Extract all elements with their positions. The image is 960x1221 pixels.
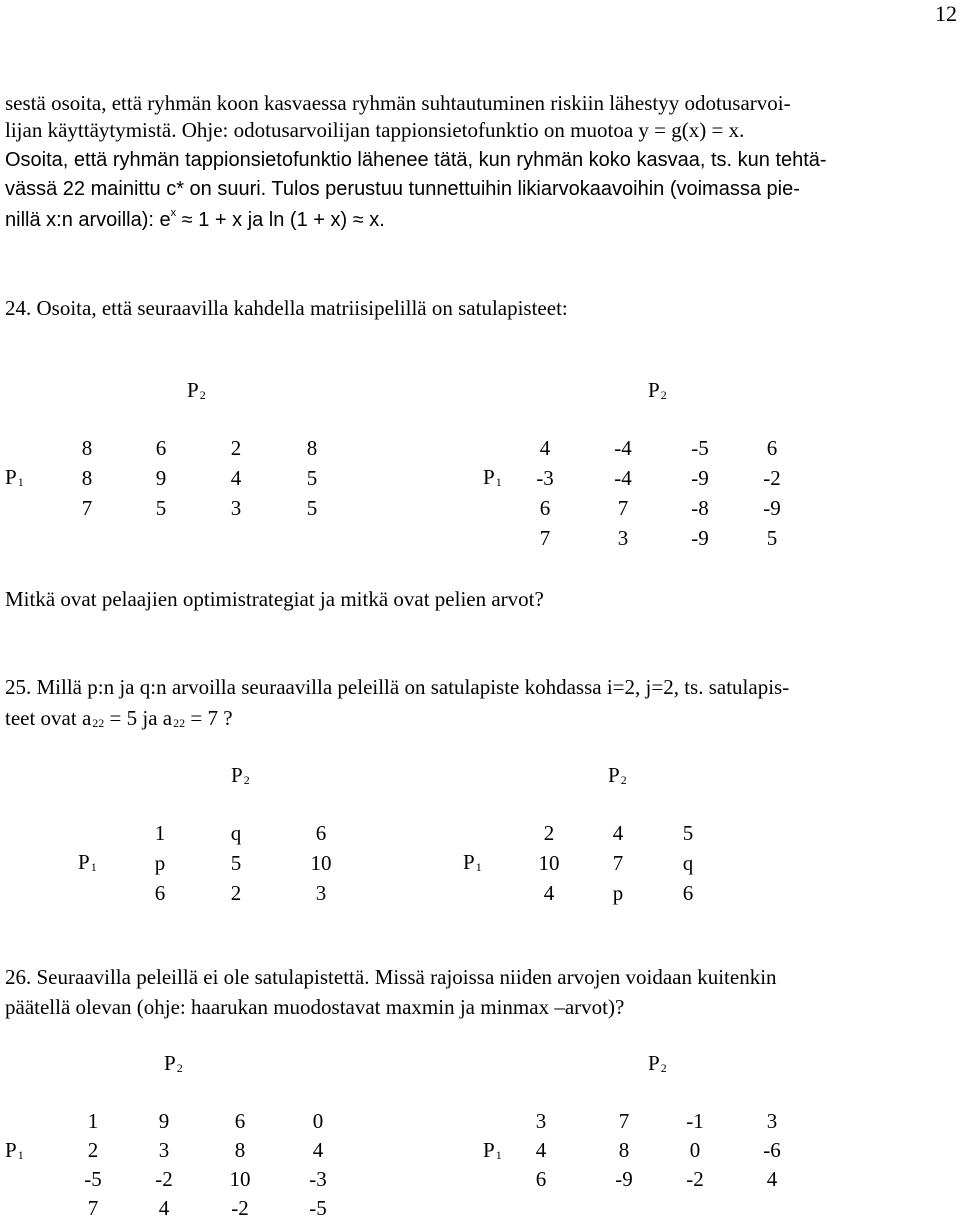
matrix-cell: 6 [234, 1109, 246, 1133]
matrix-cell: 2 [87, 1138, 99, 1162]
matrix-cell: q [682, 851, 694, 875]
matrix-cell: -3 [309, 1167, 327, 1191]
matrix-cell: 10 [538, 851, 560, 875]
matrix-cell: -6 [763, 1138, 781, 1162]
matrix-cell: -5 [309, 1196, 327, 1220]
matrix-cell: 2 [230, 881, 242, 905]
matrix-cell: 2 [543, 821, 555, 845]
matrix-cell: 6 [539, 496, 551, 520]
matrix-cell: 8 [618, 1138, 630, 1162]
matrix-cell: p [612, 881, 624, 905]
matrix-cell: 4 [612, 821, 624, 845]
matrix-cell: 8 [306, 436, 318, 460]
matrix-cell: 7 [612, 851, 624, 875]
matrix-cell: 5 [155, 496, 167, 520]
ex26-row-player-b: P1 [483, 1138, 502, 1162]
matrix-cell: 5 [766, 526, 778, 550]
matrix-cell: 10 [229, 1167, 251, 1191]
matrix-cell: 7 [618, 1109, 630, 1133]
matrix-cell: 4 [535, 1138, 547, 1162]
matrix-cell: 3 [158, 1138, 170, 1162]
matrix-cell: 4 [230, 466, 242, 490]
matrix-cell: 8 [234, 1138, 246, 1162]
ex25-row-player-a: P1 [78, 850, 97, 874]
matrix-cell: 3 [315, 881, 327, 905]
matrix-cell: 10 [310, 851, 332, 875]
exercise-24-question: Mitkä ovat pelaajien optimistrategiat ja mitkä ovat pelien arvot? [5, 587, 544, 611]
matrix-cell: q [230, 821, 242, 845]
exercise-25-line-1: 25. Millä p:n ja q:n arvoilla seuraavilla peleillä on satulapiste kohdassa i=2, j=2, ts. satulapis- [5, 675, 790, 699]
matrix-cell: 6 [154, 881, 166, 905]
matrix-cell: -5 [691, 436, 709, 460]
ex26-col-player-b: P2 [648, 1051, 667, 1075]
matrix-cell: 6 [766, 436, 778, 460]
intro-line-5-start: nillä x:n arvoilla): e [5, 209, 171, 231]
matrix-cell: 9 [155, 466, 167, 490]
exercise-26-line-2: päätellä olevan (ohje: haarukan muodostavat maxmin ja minmax –arvot)? [5, 995, 625, 1019]
matrix-cell: 4 [766, 1167, 778, 1191]
matrix-cell: 5 [682, 821, 694, 845]
ex25-col-player-a: P2 [231, 763, 250, 787]
matrix-cell: 4 [312, 1138, 324, 1162]
matrix-cell: -8 [691, 496, 709, 520]
matrix-cell: 1 [154, 821, 166, 845]
matrix-cell: 4 [539, 436, 551, 460]
exercise-24-text: 24. Osoita, että seuraavilla kahdella matriisipelillä on satulapisteet: [5, 296, 568, 320]
ex24-col-player-b: P2 [648, 378, 667, 402]
matrix-cell: 8 [81, 466, 93, 490]
intro-line-4: vässä 22 mainittu c* on suuri. Tulos perustuu tunnettuihin likiarvokaavoihin (voimassa pie- [5, 178, 800, 200]
matrix-cell: -2 [155, 1167, 173, 1191]
exponent-x: x [170, 207, 177, 219]
matrix-cell: -9 [763, 496, 781, 520]
intro-line-2: lijan käyttäytymistä. Ohje: odotusarvoilijan tappionsietofunktio on muotoa y = g(x) = x. [5, 118, 745, 142]
matrix-cell: 3 [535, 1109, 547, 1133]
exercise-25-line-2: teet ovat a22 = 5 ja a22 = 7 ? [5, 706, 233, 730]
matrix-cell: 6 [682, 881, 694, 905]
intro-line-3: Osoita, että ryhmän tappionsietofunktio lähenee tätä, kun ryhmän koko kasvaa, ts. kun tehtä- [5, 149, 827, 171]
matrix-cell: 3 [230, 496, 242, 520]
intro-line-1: sestä osoita, että ryhmän koon kasvaessa ryhmän suhtautuminen riskiin lähestyy odotusarvoi- [5, 91, 791, 115]
page-number: 12 [935, 1, 957, 26]
matrix-cell: 5 [306, 496, 318, 520]
matrix-cell: 8 [81, 436, 93, 460]
matrix-cell: 7 [81, 496, 93, 520]
matrix-cell: -9 [691, 466, 709, 490]
matrix-cell: 4 [158, 1196, 170, 1220]
ex26-col-player-a: P2 [164, 1051, 183, 1075]
matrix-cell: 9 [158, 1109, 170, 1133]
matrix-cell: p [154, 851, 166, 875]
matrix-cell: 3 [766, 1109, 778, 1133]
matrix-cell: 6 [315, 821, 327, 845]
matrix-cell: 3 [617, 526, 629, 550]
matrix-cell: 7 [539, 526, 551, 550]
matrix-cell: 2 [230, 436, 242, 460]
ex26-row-player-a: P1 [5, 1138, 24, 1162]
matrix-cell: -9 [615, 1167, 633, 1191]
matrix-cell: -2 [231, 1196, 249, 1220]
exercise-26-line-1: 26. Seuraavilla peleillä ei ole satulapistettä. Missä rajoissa niiden arvojen voidaan kuitenkin [5, 965, 777, 989]
matrix-cell: 7 [87, 1196, 99, 1220]
matrix-cell: -2 [686, 1167, 704, 1191]
ex24-row-player-a: P1 [5, 465, 24, 489]
matrix-cell: 0 [689, 1138, 701, 1162]
ex24-row-player-b: P1 [483, 465, 502, 489]
matrix-cell: 6 [155, 436, 167, 460]
matrix-cell: -2 [763, 466, 781, 490]
matrix-cell: 4 [543, 881, 555, 905]
matrix-cell: -5 [84, 1167, 102, 1191]
ex24-col-player-a: P2 [187, 378, 206, 402]
matrix-cell: 5 [306, 466, 318, 490]
intro-line-5-end: ≈ 1 + x ja ln (1 + x) ≈ x. [176, 209, 385, 231]
matrix-cell: -3 [536, 466, 554, 490]
ex25-col-player-b: P2 [608, 763, 627, 787]
matrix-cell: 7 [617, 496, 629, 520]
intro-line-5 [5, 205, 385, 238]
ex25-row-player-b: P1 [463, 850, 482, 874]
matrix-cell: -4 [614, 436, 632, 460]
matrix-cell: -1 [686, 1109, 704, 1133]
matrix-cell: -9 [691, 526, 709, 550]
matrix-cell: 6 [535, 1167, 547, 1191]
matrix-cell: -4 [614, 466, 632, 490]
matrix-cell: 1 [87, 1109, 99, 1133]
matrix-cell: 5 [230, 851, 242, 875]
matrix-cell: 0 [312, 1109, 324, 1133]
